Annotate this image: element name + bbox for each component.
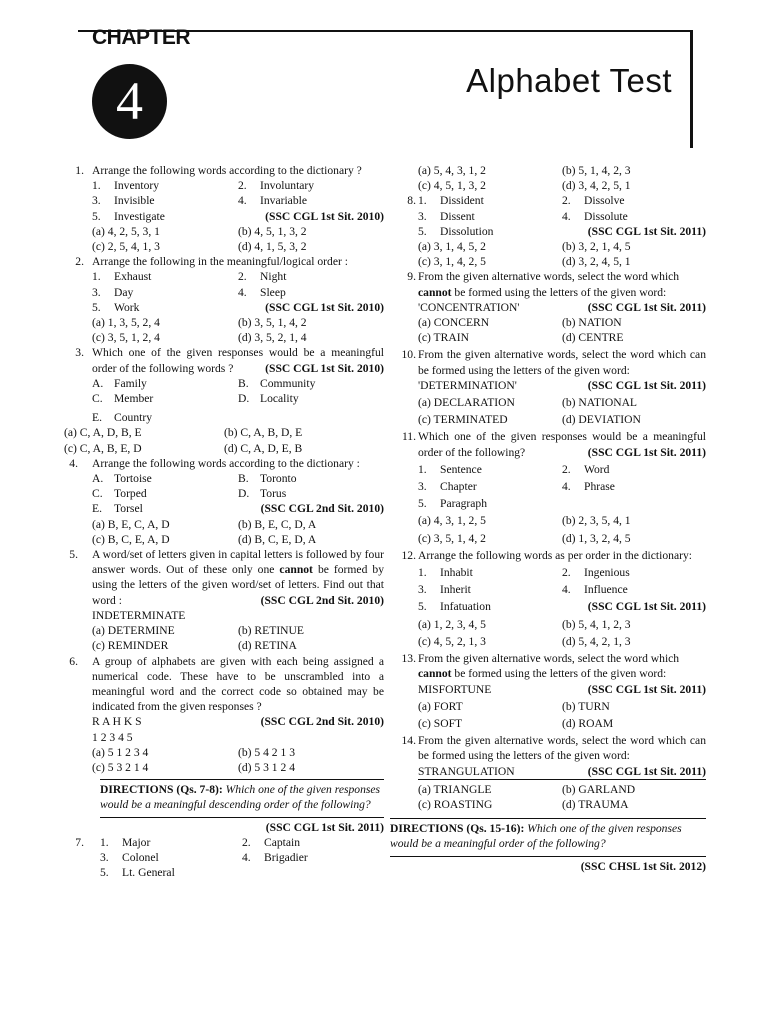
- item-marker: 4.: [238, 194, 247, 208]
- text-line: 4.: [69, 456, 78, 470]
- item-marker: 4.: [562, 583, 571, 597]
- text-line: (b) B, E, C, D, A: [238, 517, 317, 531]
- text-line: 2.: [75, 255, 84, 269]
- text-line: Inhabit: [440, 566, 473, 580]
- text-line: STRANGULATION: [418, 764, 515, 778]
- text-line: Torus: [260, 487, 287, 501]
- item-marker: E.: [92, 411, 102, 425]
- text-line: (d) CENTRE: [562, 331, 624, 345]
- text-line: 5.: [69, 548, 78, 562]
- source-tag: (SSC CGL 1st Sit. 2011): [587, 378, 706, 392]
- text-line: (c) 4, 5, 1, 3, 2: [418, 179, 486, 193]
- item-marker: 1.: [418, 194, 427, 208]
- text-line: (a) FORT: [418, 699, 463, 713]
- question-12: [390, 548, 706, 649]
- text-line: Family: [114, 376, 147, 390]
- chapter-number-badge: 4: [92, 64, 167, 139]
- text-line: 14.: [401, 734, 416, 748]
- text-line: Which one of the given responses would be a meaningful order of the following?: [390, 822, 682, 851]
- text-line: 1 2 3 4 5: [92, 730, 133, 744]
- text-line: 'CONCENTRATION': [418, 300, 520, 314]
- text-line: Locality: [260, 392, 299, 406]
- text-line: 12.: [401, 548, 416, 562]
- text-line: R A H K S: [92, 715, 142, 729]
- item-marker: 1.: [418, 462, 427, 476]
- text-line: Which one of the given responses would be a meaningful descending order of the following?: [100, 783, 381, 812]
- item-marker: 5.: [418, 224, 427, 238]
- text-line: Day: [114, 285, 134, 299]
- text-line: From the given alternative words, select the word which: [418, 652, 680, 666]
- text-line: 8.: [407, 194, 416, 208]
- text-line: (b) RETINUE: [238, 624, 305, 638]
- item-marker: 2.: [562, 566, 571, 580]
- text-line: From the given alternative words, select the word which can be formed using the letters of the given word:: [418, 348, 706, 377]
- item-marker: 3.: [418, 583, 427, 597]
- text-line: Investigate: [114, 209, 165, 223]
- source-tag: (SSC CGL 1st Sit. 2011): [587, 764, 706, 778]
- text-line: (b) 3, 5, 1, 4, 2: [238, 316, 307, 330]
- text-line: Major: [122, 835, 151, 849]
- source-tag: (SSC CGL 2nd Sit. 2010): [260, 593, 384, 607]
- text-line: From the given alternative words, select the word which: [418, 270, 680, 284]
- source-tag: (SSC CGL 1st Sit. 2010): [265, 300, 384, 314]
- text-line: (c) 3, 1, 4, 2, 5: [418, 255, 486, 269]
- directions-15-16: [390, 818, 706, 851]
- item-marker: 1.: [92, 270, 101, 284]
- text-line: (c) 3, 5, 1, 2, 4: [92, 331, 160, 345]
- text-line: (c) 3, 5, 1, 4, 2: [418, 531, 486, 545]
- text-line: cannot: [418, 285, 452, 299]
- text-line: (c) SOFT: [418, 716, 463, 730]
- item-marker: 3.: [92, 285, 101, 299]
- text-line: (d) B, C, E, D, A: [238, 532, 317, 546]
- text-line: Invariable: [260, 194, 307, 208]
- text-line: Paragraph: [440, 497, 487, 511]
- text-line: (c) 5 3 2 1 4: [92, 760, 149, 774]
- item-marker: D.: [238, 392, 250, 406]
- text-line: (c) REMINDER: [92, 639, 169, 653]
- text-line: (c) 2, 5, 4, 1, 3: [92, 240, 160, 254]
- item-marker: 2.: [238, 270, 247, 284]
- text-line: Ingenious: [584, 566, 630, 580]
- item-marker: 5.: [92, 209, 101, 223]
- item-marker: 4.: [562, 480, 571, 494]
- chapter-title: Alphabet Test: [466, 62, 672, 99]
- text-line: be formed using the letters of the given word:: [451, 285, 667, 299]
- item-marker: 1.: [418, 566, 427, 580]
- text-line: (b) C, A, B, D, E: [224, 426, 303, 440]
- text-line: 3.: [75, 346, 84, 360]
- left-column: [64, 163, 384, 880]
- text-line: (c) TERMINATED: [418, 413, 508, 427]
- text-line: Word: [584, 462, 610, 476]
- text-line: (b) GARLAND: [562, 782, 636, 796]
- text-line: 10.: [401, 348, 416, 362]
- text-line: (a) DECLARATION: [418, 396, 515, 410]
- text-line: (b) 4, 5, 1, 3, 2: [238, 224, 307, 238]
- source-tag: (SSC CGL 1st Sit. 2011): [587, 224, 706, 238]
- item-marker: 4.: [238, 285, 247, 299]
- text-line: (b) 5, 4, 1, 2, 3: [562, 617, 631, 631]
- text-line: (d) TRAUMA: [562, 797, 629, 811]
- item-marker: 4.: [562, 209, 571, 223]
- text-line: Member: [114, 392, 154, 406]
- text-line: (b) NATIONAL: [562, 396, 638, 410]
- item-marker: 4.: [242, 850, 251, 864]
- text-line: (d) ROAM: [562, 716, 614, 730]
- text-line: (d) 1, 3, 2, 4, 5: [562, 531, 631, 545]
- text-line: (a) 5 1 2 3 4: [92, 745, 149, 759]
- text-line: (d) 3, 5, 2, 1, 4: [238, 331, 307, 345]
- source-tag: (SSC CGL 1st Sit. 2010): [265, 361, 384, 375]
- item-marker: B.: [238, 472, 249, 486]
- source-tag: (SSC CGL 1st Sit. 2011): [587, 300, 706, 314]
- text-line: Dissolute: [584, 209, 628, 223]
- text-line: Inventory: [114, 179, 160, 193]
- text-line: Invisible: [114, 194, 155, 208]
- item-marker: 3.: [92, 194, 101, 208]
- text-line: INDETERMINATE: [92, 608, 186, 622]
- text-line: Dissolution: [440, 224, 494, 238]
- text-line: (b) 5 4 2 1 3: [238, 745, 295, 759]
- text-line: (c) B, C, E, A, D: [92, 532, 170, 546]
- text-line: Infatuation: [440, 600, 491, 614]
- text-line: (c) C, A, B, E, D: [64, 441, 142, 455]
- question-6: [64, 654, 384, 776]
- text-line: Phrase: [584, 480, 615, 494]
- text-line: Colonel: [122, 850, 159, 864]
- text-line: 'DETERMINATION': [418, 378, 517, 392]
- text-line: Tortoise: [114, 472, 152, 486]
- text-line: (d) 3, 4, 2, 5, 1: [562, 179, 631, 193]
- text-line: Toronto: [260, 472, 297, 486]
- text-line: (a) TRIANGLE: [418, 782, 492, 796]
- source-tag: (SSC CGL 1st Sit. 2010): [265, 209, 384, 223]
- text-line: Arrange the following words according to the dictionary :: [92, 456, 360, 470]
- question-5: [64, 547, 384, 653]
- text-line: Community: [260, 376, 316, 390]
- item-marker: 2.: [238, 179, 247, 193]
- text-line: (c) ROASTING: [418, 797, 493, 811]
- question-10: [390, 347, 706, 427]
- text-line: (a) C, A, D, B, E: [64, 426, 142, 440]
- item-marker: A.: [92, 376, 104, 390]
- text-line: Sleep: [260, 285, 286, 299]
- text-line: (a) DETERMINE: [92, 624, 175, 638]
- item-marker: C.: [92, 487, 103, 501]
- question-7-options: [390, 163, 706, 193]
- text-line: (b) 5, 1, 4, 2, 3: [562, 164, 631, 177]
- text-line: cannot: [279, 563, 313, 577]
- text-line: Brigadier: [264, 850, 308, 864]
- text-line: Lt. General: [122, 866, 175, 880]
- question-9: [390, 269, 706, 345]
- question-14-options: [418, 779, 706, 812]
- text-line: Torped: [114, 487, 147, 501]
- text-line: 9.: [407, 270, 416, 284]
- question-13: [390, 651, 706, 731]
- item-marker: B.: [238, 376, 249, 390]
- question-8: [390, 193, 706, 269]
- item-marker: 5.: [92, 300, 101, 314]
- text-line: (d) 3, 2, 4, 5, 1: [562, 255, 631, 269]
- text-line: (b) TURN: [562, 699, 610, 713]
- item-marker: 3.: [100, 850, 109, 864]
- text-line: 7.: [75, 835, 84, 849]
- source-tag: (SSC CGL 1st Sit. 2011): [587, 445, 706, 459]
- text-line: MISFORTUNE: [418, 682, 492, 696]
- text-line: Sentence: [440, 462, 482, 476]
- text-line: (d) 4, 1, 5, 3, 2: [238, 240, 307, 254]
- text-line: Chapter: [440, 480, 477, 494]
- question-3-continued: [64, 410, 384, 456]
- text-line: Dissident: [440, 194, 484, 208]
- item-marker: 3.: [418, 480, 427, 494]
- question-3: [64, 345, 384, 406]
- text-line: Which one of the given responses would be a meaningful order of the following words ?: [92, 346, 384, 375]
- text-line: (a) 3, 1, 4, 5, 2: [418, 240, 486, 254]
- text-line: 13.: [401, 652, 416, 666]
- text-line: Involuntary: [260, 179, 315, 193]
- text-line: (b) 2, 3, 5, 4, 1: [562, 514, 631, 528]
- text-line: From the given alternative words, select the word which can be formed using the letters of the given word:: [418, 734, 706, 763]
- text-line: Arrange the following in the meaningful/logical order :: [92, 255, 348, 269]
- text-line: DIRECTIONS (Qs. 15-16):: [390, 822, 528, 836]
- text-line: (d) 5, 4, 2, 1, 3: [562, 634, 631, 648]
- item-marker: 5.: [418, 600, 427, 614]
- source-tag: (SSC CHSL 1st Sit. 2012): [390, 856, 706, 874]
- text-line: Dissolve: [584, 194, 625, 208]
- text-line: cannot: [418, 667, 452, 681]
- source-tag: (SSC CGL 2nd Sit. 2010): [260, 502, 384, 516]
- text-line: (a) 5, 4, 3, 1, 2: [418, 164, 486, 177]
- text-line: Exhaust: [114, 270, 152, 284]
- item-marker: A.: [92, 472, 104, 486]
- item-marker: 2.: [562, 462, 571, 476]
- text-line: (a) 4, 3, 1, 2, 5: [418, 514, 486, 528]
- text-line: DIRECTIONS (Qs. 7-8):: [100, 783, 226, 797]
- item-marker: 5.: [100, 866, 109, 880]
- text-line: Which one of the given responses would be a meaningful order of the following?: [418, 430, 706, 459]
- text-line: A word/set of letters given in capital letters is followed by four answer words. Out of these only one: [92, 548, 384, 577]
- text-line: (a) 1, 2, 3, 4, 5: [418, 617, 486, 631]
- right-column: [390, 163, 706, 874]
- item-marker: 5.: [418, 497, 427, 511]
- source-tag: (SSC CGL 1st Sit. 2011): [587, 600, 706, 614]
- item-marker: 2.: [242, 835, 251, 849]
- text-line: Influence: [584, 583, 628, 597]
- text-line: (a) B, E, C, A, D: [92, 517, 170, 531]
- text-line: Night: [260, 270, 287, 284]
- item-marker: 3.: [418, 209, 427, 223]
- source-tag: (SSC CGL 1st Sit. 2011): [100, 817, 384, 835]
- text-line: (b) 3, 2, 1, 4, 5: [562, 240, 631, 254]
- text-line: Captain: [264, 835, 301, 849]
- source-tag: (SSC CGL 2nd Sit. 2010): [260, 715, 384, 729]
- text-line: be formed by using the letters of the given word/set of letters. Find out that word :: [92, 563, 384, 607]
- text-line: Dissent: [440, 209, 475, 223]
- question-1: 1. Arrange the following words according to the dictionary ? 1. Inventory 2. Involuntary 3. Invisible 4. Invariable 5. Investigate (SSC CGL 1st Sit. 2010) (a) 4, 2, 5, 3, 1 (b) 4, 5, 1, 3, 2 (c) 2, 5, 4, 1, 3 (d) 4, 1, 5, 3, 2: [75, 164, 384, 254]
- text-line: (d) 5 3 1 2 4: [238, 760, 295, 774]
- question-11: [390, 429, 706, 545]
- question-14: [390, 733, 706, 779]
- source-tag: (SSC CGL 1st Sit. 2011): [587, 682, 706, 696]
- text-line: (c) TRAIN: [418, 331, 469, 345]
- text-line: (a) 4, 2, 5, 3, 1: [92, 224, 160, 238]
- item-marker: 2.: [562, 194, 571, 208]
- text-line: Arrange the following words as per order in the dictionary:: [418, 548, 692, 562]
- text-line: (a) 1, 3, 5, 2, 4: [92, 316, 160, 330]
- text-line: be formed using the letters of the given word:: [451, 667, 667, 681]
- text-line: (c) 4, 5, 2, 1, 3: [418, 634, 486, 648]
- text-line: (a) CONCERN: [418, 316, 490, 330]
- text-line: Work: [114, 300, 140, 314]
- chapter-label: CHAPTER: [92, 26, 191, 49]
- item-marker: 1.: [92, 179, 101, 193]
- item-marker: 1.: [100, 835, 109, 849]
- item-marker: E.: [92, 502, 102, 516]
- text-line: Country: [114, 411, 153, 425]
- text-line: (d) DEVIATION: [562, 413, 641, 427]
- item-marker: C.: [92, 392, 103, 406]
- text-line: (d) C, A, D, E, B: [224, 441, 303, 455]
- text-line: 11.: [401, 430, 416, 444]
- text-line: A group of alphabets are given with each being assigned a numerical code. These have to be unscrambled into a meaningful word and the correct code so obtained may be indicated from the given responses ?: [92, 654, 384, 714]
- text-line: (d) RETINA: [238, 639, 297, 653]
- question-2: [64, 254, 384, 345]
- directions-7-8: [100, 779, 384, 812]
- item-marker: D.: [238, 487, 250, 501]
- text-line: (b) NATION: [562, 316, 622, 330]
- text-line: Inherit: [440, 583, 471, 597]
- question-7: [64, 835, 384, 881]
- text-line: 6.: [69, 654, 78, 668]
- question-4: [64, 456, 384, 547]
- text-line: Torsel: [114, 502, 143, 516]
